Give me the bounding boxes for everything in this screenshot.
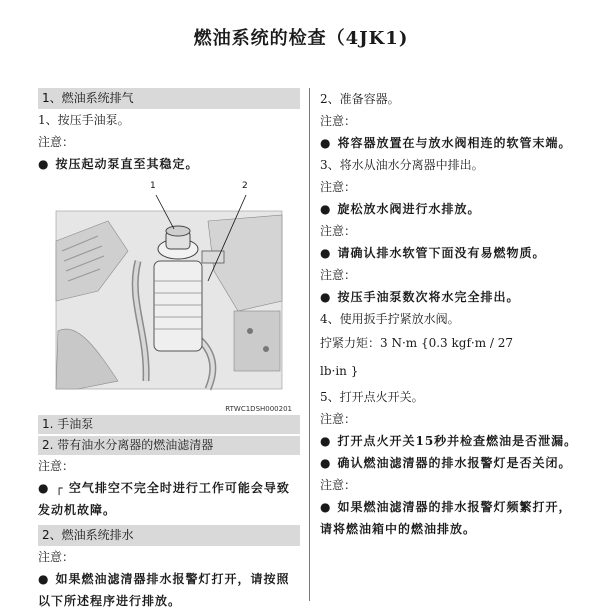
note-body: 确认燃油滤清器的排水报警灯是否关闭。 xyxy=(337,456,572,470)
bullet-icon: ● xyxy=(320,246,332,260)
column-divider xyxy=(309,88,310,601)
note-text xyxy=(38,477,300,521)
engine-illustration xyxy=(38,181,300,413)
note-label: 注意： xyxy=(320,180,357,194)
note-body: ┌ 空气排空不完全时进行工作可能会导致发动机故障。 xyxy=(38,481,290,517)
note-text xyxy=(320,452,582,474)
legend-item-fuel-filter: 2. 带有油水分离器的燃油滤清器 xyxy=(38,436,300,455)
note-text xyxy=(320,242,582,264)
legend-item-hand-pump: 1. 手油泵 xyxy=(38,415,300,434)
note-body: 打开点火开关15秒并检查燃油是否泄漏。 xyxy=(337,434,578,448)
note-label: 注意： xyxy=(320,412,357,426)
section-heading-drain: 2、燃油系统排水 xyxy=(38,525,300,546)
note-text xyxy=(320,496,582,540)
step-text: 4、使用扳手拧紧放水阀。 xyxy=(320,312,460,326)
note-label: 注意： xyxy=(320,478,357,492)
bullet-icon: ● xyxy=(320,500,332,514)
note-text xyxy=(320,430,582,452)
note-body: 将容器放置在与放水阀相连的软管末端。 xyxy=(337,136,572,150)
torque-spec-cont: lb·in } xyxy=(320,364,359,378)
bullet-icon: ● xyxy=(320,136,332,150)
note-label: 注意： xyxy=(38,550,75,564)
callout-1: 1 xyxy=(150,181,156,191)
note-body: 按压起动泵直至其稳定。 xyxy=(55,157,199,171)
section-heading-bleed: 1、燃油系统排气 xyxy=(38,88,300,109)
engine-drawing xyxy=(38,181,300,403)
left-column xyxy=(38,88,300,612)
bullet-icon: ● xyxy=(38,481,50,495)
bullet-icon: ● xyxy=(38,572,50,586)
note-body: 请确认排水软管下面没有易燃物质。 xyxy=(337,246,546,260)
callout-2: 2 xyxy=(242,181,248,191)
bullet-icon: ● xyxy=(320,202,332,216)
bullet-icon: ● xyxy=(320,290,332,304)
bullet-icon: ● xyxy=(320,434,332,448)
note-text xyxy=(38,153,300,175)
note-body: 如果燃油滤清器排水报警灯打开，请按照以下所述程序进行排放。 xyxy=(38,572,290,608)
note-label: 注意： xyxy=(320,114,357,128)
note-text xyxy=(320,198,582,220)
step-text: 5、打开点火开关。 xyxy=(320,390,424,404)
page-title: 燃油系统的检查（4JK1) xyxy=(193,28,409,49)
torque-spec: 拧紧力矩：3 N·m {0.3 kgf·m / 27 xyxy=(320,336,514,350)
right-column xyxy=(320,88,582,540)
bullet-icon: ● xyxy=(38,157,50,171)
note-text xyxy=(320,132,582,154)
note-body: 如果燃油滤清器的排水报警灯频繁打开，请将燃油箱中的燃油排放。 xyxy=(320,500,572,536)
step-text: 3、将水从油水分离器中排出。 xyxy=(320,158,484,172)
note-body: 旋松放水阀进行水排放。 xyxy=(337,202,481,216)
figure-code: RTWC1DSH000201 xyxy=(225,405,292,413)
note-label: 注意： xyxy=(320,224,357,238)
note-text xyxy=(38,568,300,612)
bullet-icon: ● xyxy=(320,456,332,470)
note-label: 注意： xyxy=(38,459,75,473)
note-label: 注意： xyxy=(38,135,75,149)
note-body: 按压手油泵数次将水完全排出。 xyxy=(337,290,520,304)
step-text: 2、准备容器。 xyxy=(320,92,400,106)
note-label: 注意： xyxy=(320,268,357,282)
note-text xyxy=(320,286,582,308)
step-text: 1、按压手油泵。 xyxy=(38,113,130,127)
